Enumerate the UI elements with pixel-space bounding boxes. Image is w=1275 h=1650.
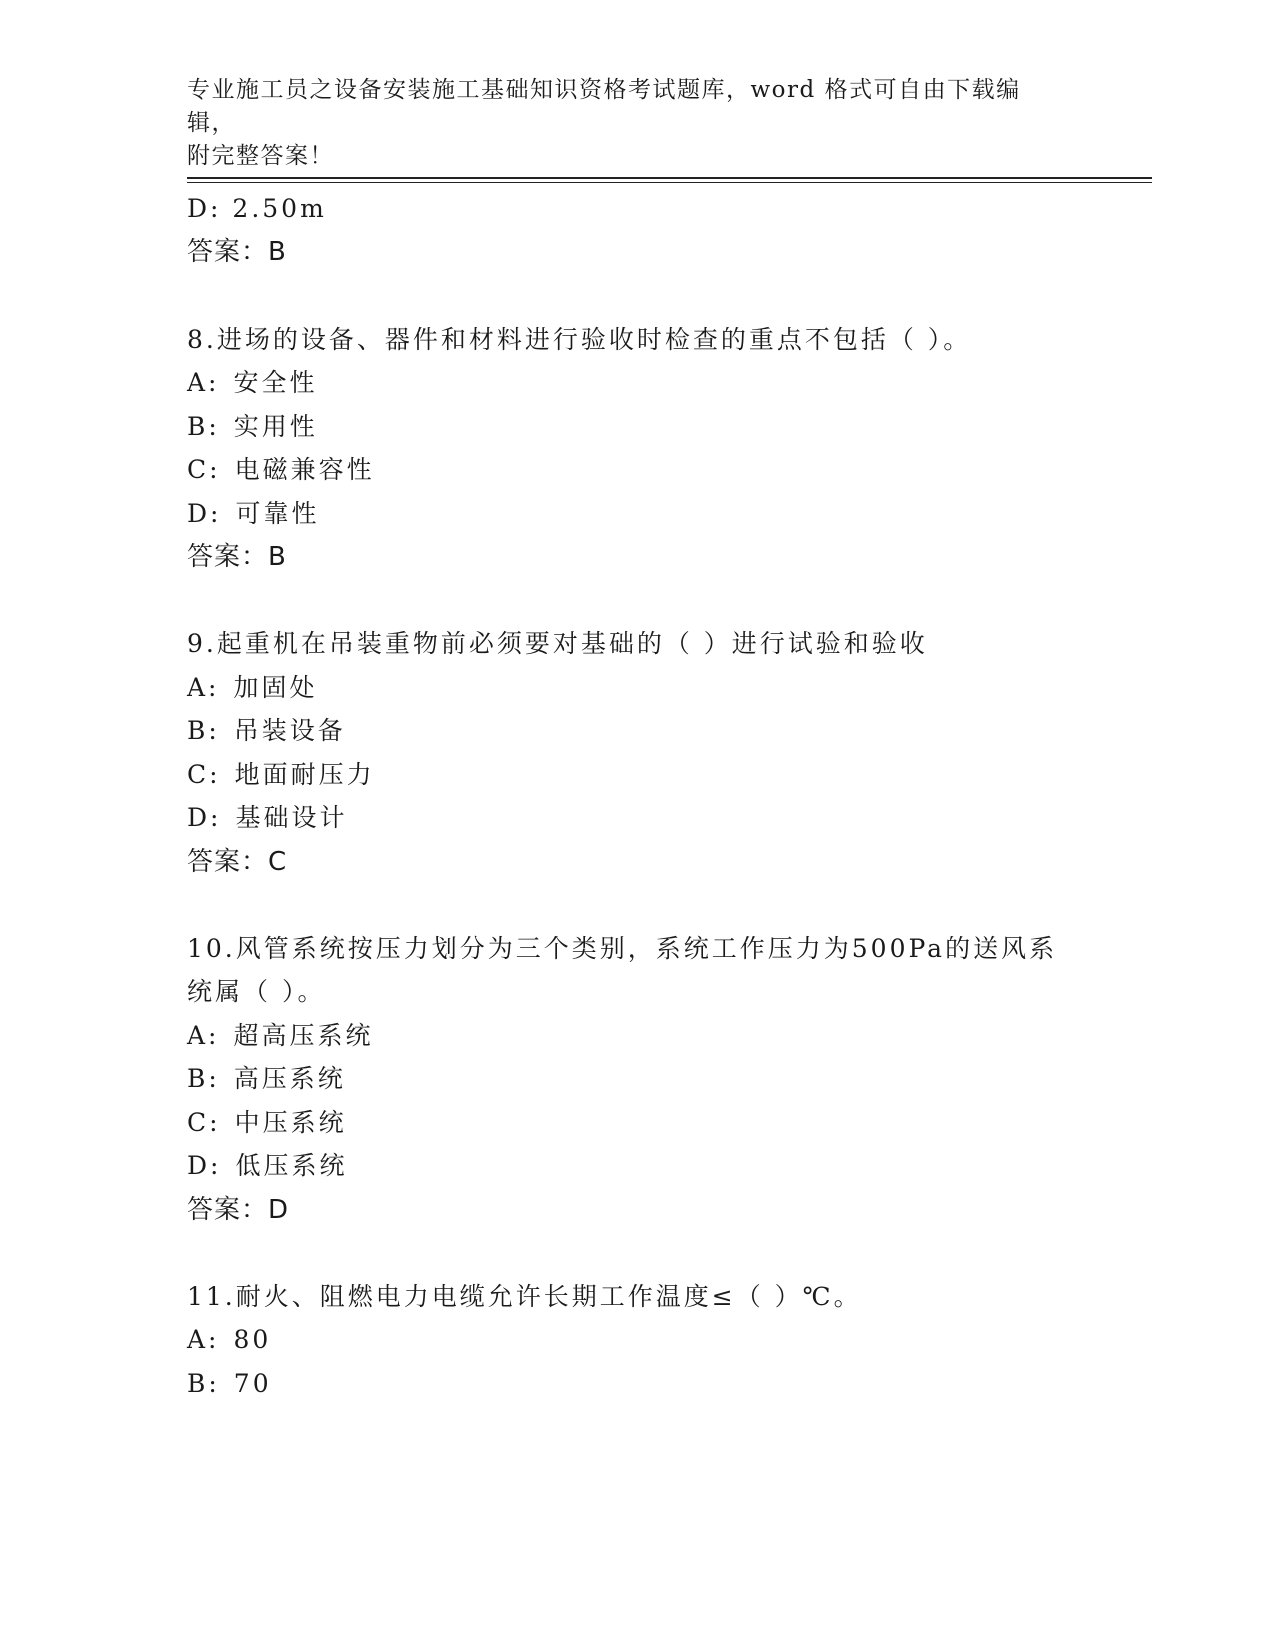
option-label: A: (187, 673, 220, 702)
option-text: 加固处 (233, 673, 318, 702)
option-label: C: (187, 1108, 221, 1137)
option-label: D: (187, 499, 222, 528)
question-stem: 9.起重机在吊装重物前必须要对基础的（ ）进行试验和验收 (187, 629, 928, 658)
option-b (187, 410, 318, 444)
option-text: 中压系统 (234, 1108, 347, 1137)
option-a (187, 366, 318, 400)
option-text: 地面耐压力 (234, 760, 375, 789)
option-a (187, 1323, 271, 1357)
option-b (187, 1062, 346, 1096)
option-a (187, 671, 318, 705)
option-text: 可靠性 (235, 499, 320, 528)
option-d (187, 1149, 347, 1183)
option-b (187, 1367, 272, 1401)
option-text: 电磁兼容性 (234, 455, 375, 484)
option-b (187, 714, 346, 748)
option-c (187, 758, 375, 792)
header-divider-thick (187, 177, 1152, 179)
option-label: A: (187, 1021, 220, 1050)
option-text: 基础设计 (235, 803, 348, 832)
answer: 答案：B (187, 542, 287, 572)
question-stem: 8.进场的设备、器件和材料进行验收时检查的重点不包括（ ）。 (187, 325, 972, 354)
option-text: 高压系统 (233, 1064, 346, 1093)
option-text: 吊装设备 (233, 716, 346, 745)
option-d (187, 801, 347, 835)
option-c (187, 453, 375, 487)
option-text: 实用性 (233, 412, 318, 441)
option-label: B: (187, 1064, 220, 1093)
option-c (187, 1106, 347, 1140)
option-text: 70 (233, 1369, 272, 1398)
header-line-1: 专业施工员之设备安装施工基础知识资格考试题库，word 格式可自由下载编辑， (187, 77, 1021, 136)
option-text: 超高压系统 (233, 1021, 374, 1050)
option-label: B: (187, 716, 220, 745)
option-label: D: (187, 803, 222, 832)
option-label: B: (187, 1369, 220, 1398)
option-label: C: (187, 455, 221, 484)
option-label: B: (187, 412, 220, 441)
option-text: 安全性 (233, 368, 318, 397)
header-divider-thin (187, 182, 1152, 183)
answer: 答案：D (187, 1195, 290, 1225)
option-label: C: (187, 760, 221, 789)
question-stem-line-1: 10.风管系统按压力划分为三个类别，系统工作压力为500Pa的送风系 (187, 934, 1058, 963)
option-label: D: (187, 1151, 222, 1180)
header-line-2: 附完整答案！ (187, 143, 334, 169)
document-header (187, 74, 1067, 173)
option-a (187, 1019, 374, 1053)
question-stem-line-2: 统属（ ）。 (187, 977, 326, 1006)
answer: 答案：C (187, 847, 288, 877)
option-label: A: (187, 1325, 220, 1354)
option-d (187, 497, 319, 531)
question-stem: 11.耐火、阻燃电力电缆允许长期工作温度≤（ ）℃。 (187, 1282, 862, 1311)
prev-option-d: D: 2.50m (187, 194, 327, 223)
option-text: 80 (233, 1325, 272, 1354)
option-label: A: (187, 368, 220, 397)
option-text: 低压系统 (235, 1151, 348, 1180)
prev-answer: 答案：B (187, 237, 287, 267)
